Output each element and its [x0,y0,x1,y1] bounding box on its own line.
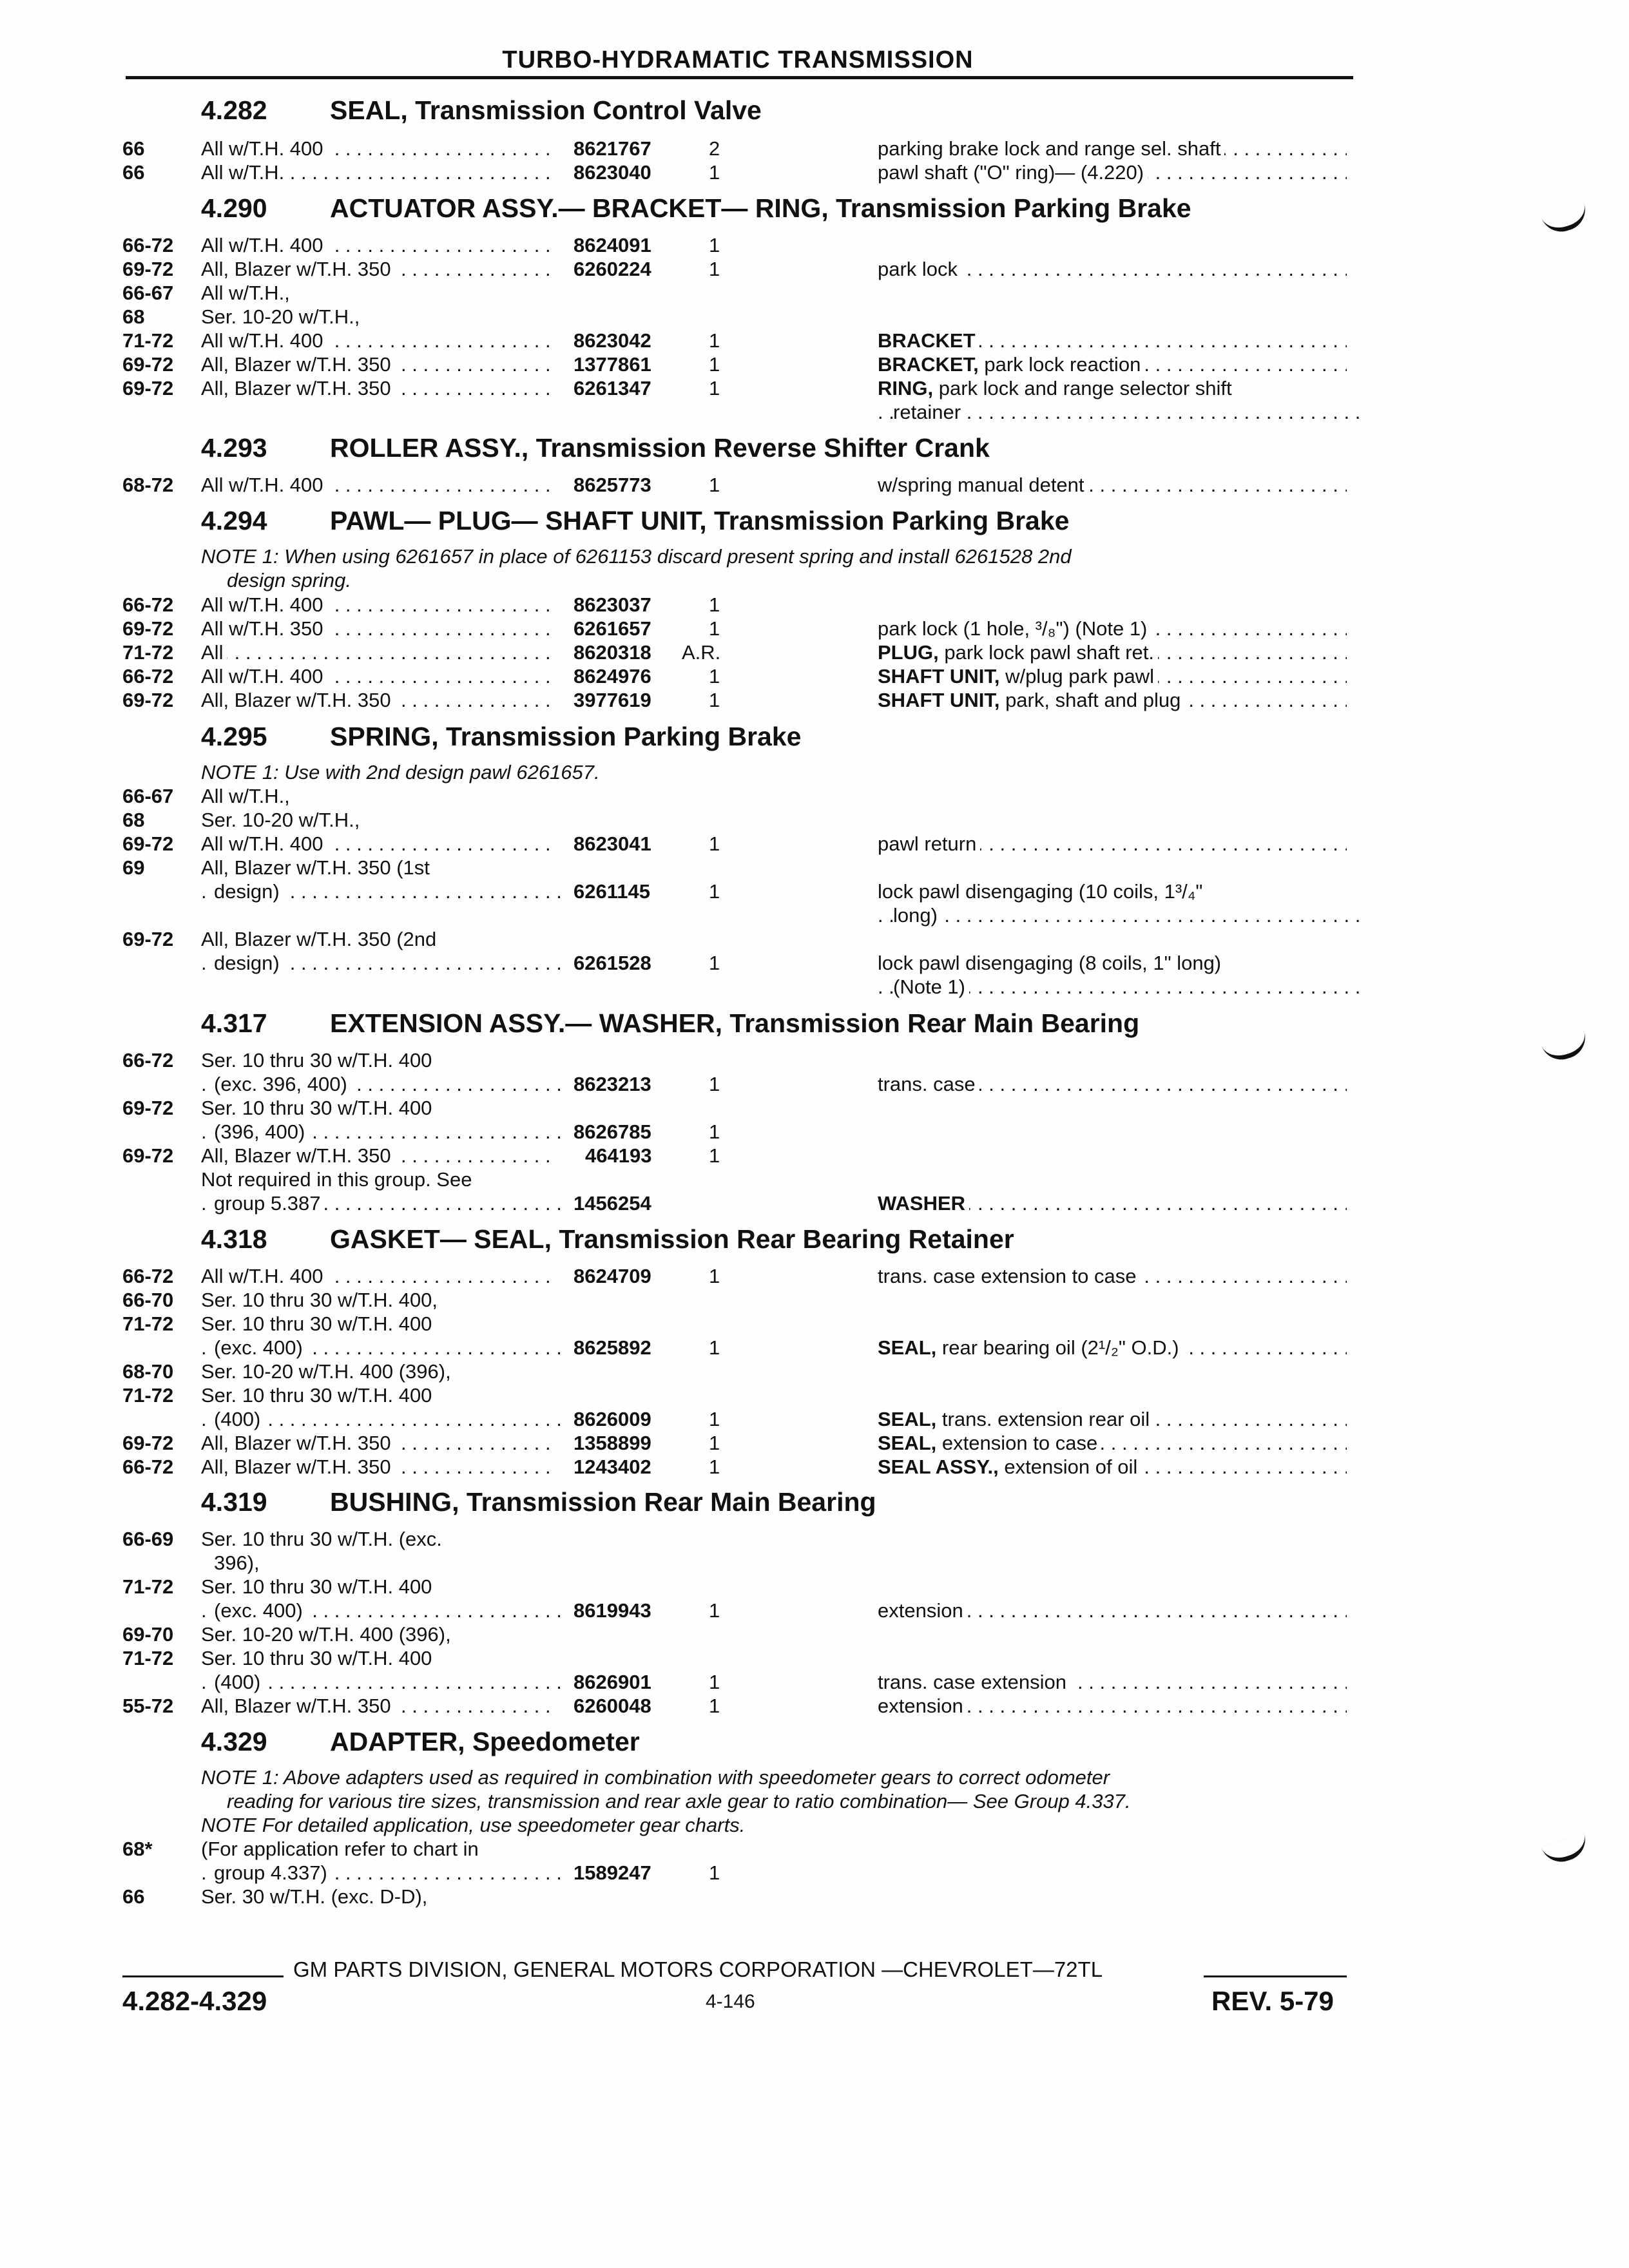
application: Ser. 10 thru 30 w/T.H. 400 [201,1312,549,1336]
application: All w/T.H. 400 . . . [201,329,549,352]
quantity: 1 [709,1144,720,1167]
application: All, Blazer w/T.H. 350 . . . [201,1694,549,1718]
table-row [0,664,1629,688]
application: All w/T.H. 400 . . . [201,137,549,160]
application: All w/T.H. 400 . . . [201,593,549,617]
year-range: 71-72 [122,1384,174,1407]
section-heading-4-294 [201,506,1069,536]
footer-rule-left [122,1975,284,1977]
table-row [0,160,1629,184]
part-number: 8624709 [574,1265,651,1287]
table-row [0,951,1629,975]
table-row [0,1407,1629,1431]
table-row [0,1288,1629,1312]
table-row [0,1622,1629,1646]
binder-mark-icon [1541,203,1591,237]
table-row [0,593,1629,617]
part-number: 6260224 [574,258,651,280]
section-heading-4-329 [201,1727,640,1757]
application: Ser. 10 thru 30 w/T.H. 400 [201,1383,549,1407]
application: (400) . . . [201,1407,562,1431]
description: RING, park lock and range selector shift [878,376,1347,400]
application: All . . . [201,640,549,664]
year-range: 71-72 [122,1312,174,1335]
part-number: 464193 [585,1144,652,1167]
year-range: 68-72 [122,474,174,496]
description: retainer . . . [878,400,1362,424]
application: (For application refer to chart in [201,1837,549,1861]
part-number: 8623037 [574,593,651,616]
section-note: NOTE 1: When using 6261657 in place of 6261153 discard present spring and install 6261528 2nd design spring. [201,545,1072,591]
footer-corporation: GM PARTS DIVISION, GENERAL MOTORS CORPORATION —CHEVROLET—72TL [293,1957,1103,1981]
table-row [0,281,1629,305]
table-row [0,1312,1629,1336]
application: Ser. 30 w/T.H. (exc. D-D), [201,1885,549,1908]
description: parking brake lock and range sel. shaft . . . [878,137,1347,160]
year-range: 69-72 [122,689,174,711]
part-number: 1358899 [574,1432,651,1454]
description: park lock (1 hole, ³/₈") (Note 1) . . . [878,617,1347,640]
table-row [0,1144,1629,1168]
table-row [0,1670,1629,1694]
part-number: 8623213 [574,1073,651,1095]
table-row [0,856,1629,879]
table-row [0,903,1629,927]
quantity: 1 [709,474,720,496]
quantity: 1 [709,353,720,376]
application: Ser. 10-20 w/T.H. 400 (396), [201,1360,549,1383]
part-number: 8625892 [574,1336,651,1359]
quantity: 1 [709,329,720,352]
section-title: BUSHING, Transmission Rear Main Bearing [330,1487,876,1517]
application: All, Blazer w/T.H. 350 . . . [201,352,549,376]
year-range: 69-72 [122,258,174,280]
year-range: 69-72 [122,353,174,376]
year-range: 66-72 [122,665,174,687]
quantity: 1 [709,377,720,399]
year-range: 69-72 [122,617,174,640]
section-heading-4-319 [201,1487,876,1517]
table-row [0,1431,1629,1455]
application: Ser. 10 thru 30 w/T.H. 400, [201,1288,549,1312]
quantity: 1 [709,617,720,640]
section-title: GASKET— SEAL, Transmission Rear Bearing Retainer [330,1224,1014,1254]
year-range: 69 [122,856,145,879]
year-range: 66-69 [122,1528,174,1550]
table-row [0,1383,1629,1407]
application: Ser. 10 thru 30 w/T.H. (exc. [201,1527,549,1551]
year-range: 69-72 [122,1432,174,1454]
application: (396, 400) . . . [201,1120,562,1144]
application: All w/T.H., [201,281,549,305]
part-number: 8620318 [574,641,651,664]
part-number: 8626785 [574,1120,651,1143]
year-range: 71-72 [122,1575,174,1598]
application: design) . . . [201,951,562,975]
quantity: 1 [709,1265,720,1287]
table-row [0,1096,1629,1120]
year-range: 66 [122,161,145,184]
application: All w/T.H. 350 . . . [201,617,549,640]
footer-rule-right [1204,1975,1347,1977]
application: All w/T.H. 400 . . . [201,832,549,856]
footer-page-number: 4-146 [706,1991,755,2012]
application: (exc. 400) . . . [201,1336,562,1360]
section-number: 4.294 [201,506,267,535]
table-row [0,1837,1629,1861]
table-row [0,879,1629,903]
table-row [0,352,1629,376]
section-heading-4-282 [201,95,762,126]
part-number: 8621767 [574,137,651,160]
part-number: 8619943 [574,1599,651,1622]
section-title: SPRING, Transmission Parking Brake [330,722,802,751]
description: pawl shaft ("O" ring)— (4.220) . . . [878,160,1347,184]
section-note: NOTE 1: Use with 2nd design pawl 6261657. [201,761,600,783]
page-header-title: TURBO-HYDRAMATIC TRANSMISSION [502,46,974,73]
application: Not required in this group. See [201,1168,549,1191]
section-number: 4.295 [201,722,267,751]
part-number: 6261347 [574,377,651,399]
application: All w/T.H. 400 . . . [201,1264,549,1288]
description: WASHER . . . [878,1191,1347,1215]
table-row [0,1360,1629,1383]
application: Ser. 10 thru 30 w/T.H. 400 [201,1048,549,1072]
application: All, Blazer w/T.H. 350 (1st [201,856,549,879]
application: group 4.337) . . . [201,1861,562,1885]
year-range: 69-72 [122,1144,174,1167]
table-row [0,1599,1629,1622]
description: lock pawl disengaging (10 coils, 1³/₄" [878,879,1347,903]
description: extension . . . [878,1694,1347,1718]
section-number: 4.293 [201,433,267,463]
application: group 5.387 . . . [201,1191,562,1215]
table-row [0,1264,1629,1288]
application: All w/T.H., [201,784,549,808]
footer-section-range: 4.282-4.329 [122,1986,267,2016]
application: (exc. 400) . . . [201,1599,562,1622]
year-range: 71-72 [122,641,174,664]
section-note: NOTE 1: Above adapters used as required in combination with speedometer gears to correct odometer reading for various tire sizes, transmission and rear axle gear to ratio combination— See Group 4.337. NOTE For detailed application, use speedometer gear charts. [201,1766,1131,1836]
year-range: 69-72 [122,928,174,950]
quantity: 1 [709,1073,720,1095]
description: trans. case . . . [878,1072,1347,1096]
section-heading-4-317 [201,1008,1139,1039]
part-number: 8625773 [574,474,651,496]
year-range: 71-72 [122,1647,174,1669]
description: (Note 1) . . . [878,975,1362,999]
quantity: 1 [709,665,720,687]
table-row [0,1575,1629,1599]
quantity: 1 [709,1861,720,1884]
application: design) . . . [201,879,562,903]
application: All, Blazer w/T.H. 350 . . . [201,1144,549,1168]
description: w/spring manual detent . . . [878,473,1347,497]
quantity: 1 [709,1408,720,1430]
year-range: 66-67 [122,785,174,807]
quantity: 1 [709,880,720,903]
application: All, Blazer w/T.H. 350 . . . [201,1455,549,1479]
section-heading-4-318 [201,1224,1014,1254]
description: PLUG, park lock pawl shaft ret. . . . [878,640,1347,664]
application: (exc. 396, 400) . . . [201,1072,562,1096]
section-number: 4.290 [201,193,267,223]
table-row [0,376,1629,400]
section-number: 4.319 [201,1487,267,1517]
year-range: 68 [122,305,145,328]
year-range: 66 [122,137,145,160]
table-row [0,137,1629,160]
description: SEAL, rear bearing oil (2¹/₂" O.D.) . . . [878,1336,1347,1360]
part-number: 8623040 [574,161,651,184]
part-number: 8624976 [574,665,651,687]
part-number: 6260048 [574,1695,651,1717]
year-range: 68 [122,809,145,831]
year-range: 66-72 [122,234,174,256]
description: trans. case extension to case . . . [878,1264,1347,1288]
application: Ser. 10 thru 30 w/T.H. 400 [201,1096,549,1120]
table-row [0,1072,1629,1096]
part-number: 1589247 [574,1861,651,1884]
part-number: 8626901 [574,1671,651,1693]
application: All, Blazer w/T.H. 350 (2nd [201,927,549,951]
table-row [0,832,1629,856]
table-row [0,1551,1629,1575]
quantity: 1 [709,952,720,974]
quantity: 1 [709,1120,720,1143]
application: Ser. 10-20 w/T.H., [201,808,549,832]
part-number: 6261657 [574,617,651,640]
application: Ser. 10-20 w/T.H., [201,305,549,329]
description: park lock . . . [878,257,1347,281]
description: SEAL, extension to case . . . [878,1431,1347,1455]
table-row [0,975,1629,999]
table-row [0,927,1629,951]
application: All, Blazer w/T.H. 350 . . . [201,376,549,400]
year-range: 66-72 [122,1456,174,1478]
table-row [0,305,1629,329]
application: All, Blazer w/T.H. 350 . . . [201,1431,549,1455]
section-title: ROLLER ASSY., Transmission Reverse Shifter Crank [330,433,990,463]
application: All w/T.H. . . . [201,160,549,184]
table-row [0,1527,1629,1551]
part-number: 8624091 [574,234,651,256]
description: pawl return . . . [878,832,1347,856]
quantity: 1 [709,1336,720,1359]
section-title: PAWL— PLUG— SHAFT UNIT, Transmission Parking Brake [330,506,1070,535]
part-number: 6261528 [574,952,651,974]
quantity: 1 [709,1695,720,1717]
quantity: 1 [709,234,720,256]
table-row [0,1191,1629,1215]
year-range: 71-72 [122,329,174,352]
year-range: 69-72 [122,832,174,855]
description: BRACKET . . . [878,329,1347,352]
year-range: 55-72 [122,1695,174,1717]
description: SEAL, trans. extension rear oil . . . [878,1407,1347,1431]
section-number: 4.317 [201,1008,267,1038]
table-row [0,1861,1629,1885]
table-row [0,1048,1629,1072]
application: All w/T.H. 400 . . . [201,233,549,257]
quantity: 1 [709,161,720,184]
part-number: 1377861 [574,353,651,376]
application: (400) . . . [201,1670,562,1694]
section-heading-4-290 [201,193,1191,224]
description: SHAFT UNIT, w/plug park pawl . . . [878,664,1347,688]
section-number: 4.329 [201,1727,267,1756]
quantity: 1 [709,689,720,711]
year-range: 66-72 [122,593,174,616]
year-range: 66-70 [122,1289,174,1311]
quantity: 1 [709,1456,720,1478]
table-row [0,1120,1629,1144]
table-row [0,1646,1629,1670]
quantity: 1 [709,1432,720,1454]
application: All, Blazer w/T.H. 350 . . . [201,257,549,281]
section-title: ACTUATOR ASSY.— BRACKET— RING, Transmission Parking Brake [330,193,1191,223]
application: Ser. 10-20 w/T.H. 400 (396), [201,1622,549,1646]
part-number: 8623042 [574,329,651,352]
year-range: 68* [122,1838,153,1860]
section-number: 4.282 [201,95,267,125]
application: All w/T.H. 400 . . . [201,473,549,497]
application: All, Blazer w/T.H. 350 . . . [201,688,549,712]
table-row [0,1168,1629,1191]
year-range: 69-72 [122,1097,174,1119]
quantity: 1 [709,832,720,855]
section-title: ADAPTER, Speedometer [330,1727,640,1756]
section-title: SEAL, Transmission Control Valve [330,95,762,125]
description: lock pawl disengaging (8 coils, 1" long) [878,951,1347,975]
table-row [0,784,1629,808]
quantity: 2 [709,137,720,160]
quantity: A.R. [682,641,721,664]
table-row [0,1885,1629,1908]
year-range: 66 [122,1885,145,1908]
section-heading-4-293 [201,433,990,463]
table-row [0,688,1629,712]
header-rule [126,76,1353,79]
year-range: 69-70 [122,1623,174,1646]
description: long) . . . [878,903,1362,927]
year-range: 66-67 [122,282,174,304]
year-range: 68-70 [122,1360,174,1383]
footer-revision: REV. 5-79 [1211,1986,1334,2016]
application: Ser. 10 thru 30 w/T.H. 400 [201,1646,549,1670]
table-row [0,1336,1629,1360]
part-number: 8623041 [574,832,651,855]
section-heading-4-295 [201,722,801,752]
quantity: 1 [709,593,720,616]
table-row [0,473,1629,497]
table-row [0,617,1629,640]
section-title: EXTENSION ASSY.— WASHER, Transmission Rear Main Bearing [330,1008,1140,1038]
table-row [0,1694,1629,1718]
quantity: 1 [709,258,720,280]
part-number: 8626009 [574,1408,651,1430]
description: SEAL ASSY., extension of oil . . . [878,1455,1347,1479]
part-number: 3977619 [574,689,651,711]
part-number: 1456254 [574,1192,651,1215]
table-row [0,329,1629,352]
application: All w/T.H. 400 . . . [201,664,549,688]
year-range: 69-72 [122,377,174,399]
description: SHAFT UNIT, park, shaft and plug . . . [878,688,1347,712]
table-row [0,640,1629,664]
quantity: 1 [709,1671,720,1693]
application: 396), [201,1551,562,1575]
part-number: 1243402 [574,1456,651,1478]
quantity: 1 [709,1599,720,1622]
table-row [0,1455,1629,1479]
description: extension . . . [878,1599,1347,1622]
application: Ser. 10 thru 30 w/T.H. 400 [201,1575,549,1599]
year-range: 66-72 [122,1265,174,1287]
part-number: 6261145 [574,880,650,903]
table-row [0,257,1629,281]
description: trans. case extension . . . [878,1670,1347,1694]
table-row [0,400,1629,424]
description: BRACKET, park lock reaction . . . [878,352,1347,376]
year-range: 66-72 [122,1049,174,1072]
table-row [0,233,1629,257]
table-row [0,808,1629,832]
section-number: 4.318 [201,1224,267,1254]
